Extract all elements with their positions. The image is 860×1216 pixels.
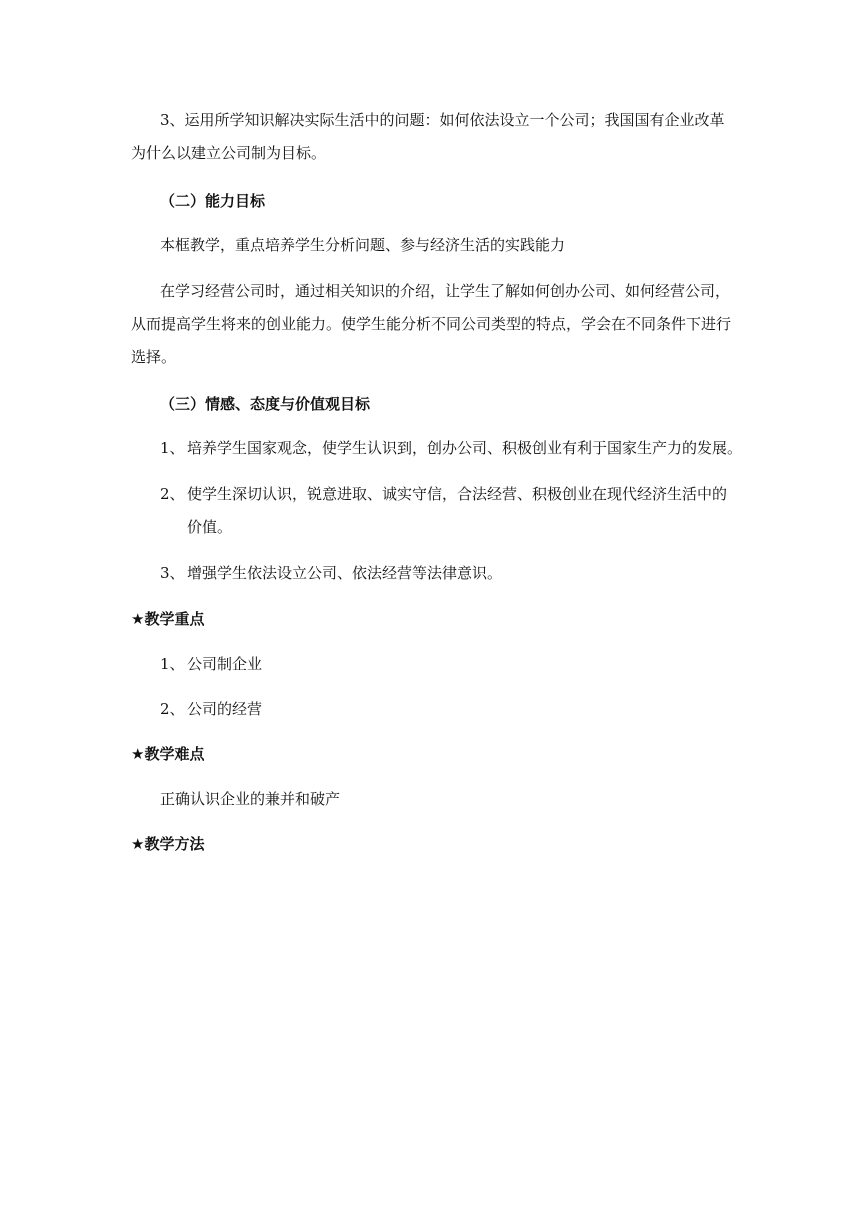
goal-3-line-2: 为什么以建立公司制为目标。 — [131, 144, 327, 162]
difficulty-text: 正确认识企业的兼并和破产 — [160, 790, 341, 808]
ability-para-line-2: 从而提高学生将来的创业能力。使学生能分析不同公司类型的特点，学会在不同条件下进行 — [131, 315, 732, 333]
emotion-item-3-num: 3、 — [160, 564, 185, 582]
emotion-heading: （三）情感、态度与价值观目标 — [160, 395, 371, 413]
ability-para-line-1: 在学习经营公司时，通过相关知识的介绍，让学生了解如何创办公司、如何经营公司， — [160, 282, 731, 300]
key-point-1-num: 1、 — [160, 655, 185, 673]
emotion-item-2-num: 2、 — [160, 485, 185, 503]
emotion-item-1-num: 1、 — [160, 439, 185, 457]
method-heading: ★教学方法 — [131, 835, 205, 853]
key-points-heading: ★教学重点 — [131, 610, 205, 628]
goal-3-line-1: 3、运用所学知识解决实际生活中的问题：如何依法设立一个公司；我国国有企业改革 — [160, 111, 725, 129]
ability-para-line-3: 选择。 — [131, 348, 177, 366]
emotion-item-2-text: 使学生深切认识，锐意进取、诚实守信，合法经营、积极创业在现代经济生活中的 — [187, 485, 728, 503]
emotion-item-2-text-cont: 价值。 — [187, 518, 233, 536]
difficulty-heading: ★教学难点 — [131, 745, 205, 763]
key-point-2-num: 2、 — [160, 700, 185, 718]
key-point-1-text: 公司制企业 — [187, 655, 263, 673]
ability-intro: 本框教学，重点培养学生分析问题、参与经济生活的实践能力 — [160, 236, 566, 254]
emotion-item-1-text: 培养学生国家观念，使学生认识到，创办公司、积极创业有利于国家生产力的发展。 — [187, 439, 743, 457]
key-point-2-text: 公司的经营 — [187, 700, 263, 718]
ability-heading: （二）能力目标 — [160, 192, 266, 210]
emotion-item-3-text: 增强学生依法设立公司、依法经营等法律意识。 — [187, 564, 503, 582]
